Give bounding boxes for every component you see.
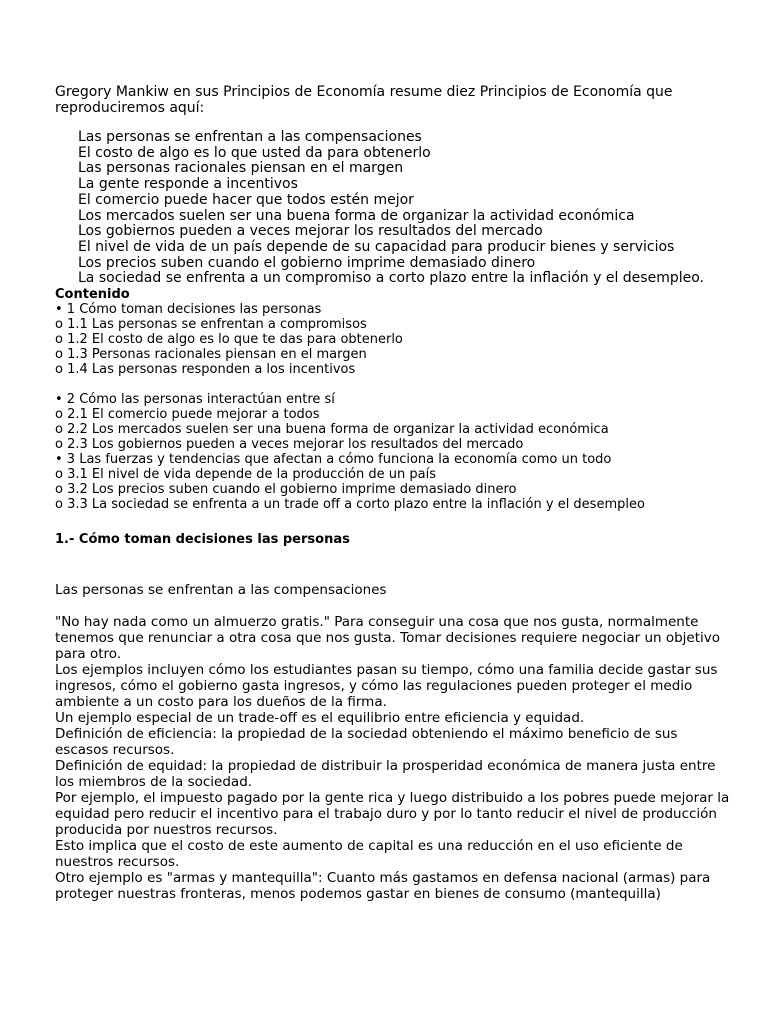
body-paragraph: Los ejemplos incluyen cómo los estudiantes pasan su tiempo, cómo una familia decide gastar sus ingresos, cómo el gobierno gasta ingresos, y cómo las regulaciones pueden proteger el medio ambiente a un costo para los dueños de la firma.: [55, 662, 718, 711]
principle-item: Los precios suben cuando el gobierno imprime demasiado dinero: [78, 254, 536, 271]
toc-item[interactable]: o 2.2 Los mercados suelen ser una buena forma de organizar la actividad económica: [55, 422, 609, 438]
toc-item[interactable]: o 1.3 Personas racionales piensan en el margen: [55, 347, 367, 363]
principle-item: La gente responde a incentivos: [78, 176, 298, 193]
subsection-heading: Las personas se enfrentan a las compensaciones: [55, 582, 387, 599]
toc-item[interactable]: • 3 Las fuerzas y tendencias que afectan a cómo funciona la economía como un todo: [55, 452, 612, 468]
body-paragraph: Esto implica que el costo de este aumento de capital es una reducción en el uso eficiente de nuestros recursos.: [55, 838, 683, 871]
toc-item[interactable]: o 3.2 Los precios suben cuando el gobierno imprime demasiado dinero: [55, 482, 517, 498]
principle-item: Los gobiernos pueden a veces mejorar los resultados del mercado: [78, 223, 543, 240]
principle-item: El nivel de vida de un país depende de su capacidad para producir bienes y servicios: [78, 238, 675, 255]
body-paragraph: Un ejemplo especial de un trade-off es el equilibrio entre eficiencia y equidad.: [55, 710, 585, 727]
contents-heading: Contenido: [55, 287, 130, 303]
body-paragraph: "No hay nada como un almuerzo gratis." Para conseguir una cosa que nos gusta, normalmente tenemos que renunciar a otra cosa que nos gusta. Tomar decisiones requiere negociar un objetivo para otro.: [55, 614, 721, 663]
body-paragraph: Definición de equidad: la propiedad de distribuir la prosperidad económica de manera justa entre los miembros de la sociedad.: [55, 758, 716, 791]
toc-item[interactable]: o 2.3 Los gobiernos pueden a veces mejorar los resultados del mercado: [55, 437, 524, 453]
toc-spacer: [55, 377, 735, 392]
principle-item: El comercio puede hacer que todos estén mejor: [78, 191, 414, 208]
toc-item[interactable]: • 2 Cómo las personas interactúan entre sí: [55, 392, 335, 408]
body-paragraph: Definición de eficiencia: la propiedad de la sociedad obteniendo el máximo beneficio de sus escasos recursos.: [55, 726, 678, 759]
intro-paragraph: Gregory Mankiw en sus Principios de Economía resume diez Principios de Economía que reproduciremos aquí:: [55, 84, 673, 116]
principle-item: Las personas se enfrentan a las compensaciones: [78, 129, 422, 145]
section-heading: 1.- Cómo toman decisiones las personas: [55, 532, 350, 548]
principles-list: [55, 130, 735, 287]
toc-item[interactable]: o 1.2 El costo de algo es lo que te das para obtenerlo: [55, 332, 403, 348]
toc-item[interactable]: o 1.1 Las personas se enfrentan a compromisos: [55, 317, 367, 333]
toc-item[interactable]: o 2.1 El comercio puede mejorar a todos: [55, 407, 320, 423]
principle-item: Los mercados suelen ser una buena forma de organizar la actividad económica: [78, 207, 635, 224]
document-page: [55, 84, 735, 902]
body-paragraph: Por ejemplo, el impuesto pagado por la gente rica y luego distribuido a los pobres puede mejorar la equidad pero reducir el incentivo para el trabajo duro y por lo tanto reducir el nivel de producción producida por nuestros recursos.: [55, 790, 730, 839]
principle-item: Las personas racionales piensan en el margen: [78, 160, 404, 177]
toc-item[interactable]: o 3.1 El nivel de vida depende de la producción de un país: [55, 467, 436, 483]
body-text: [55, 614, 735, 902]
principle-item: El costo de algo es lo que usted da para obtenerlo: [78, 144, 431, 161]
toc-item[interactable]: o 3.3 La sociedad se enfrenta a un trade off a corto plazo entre la inflación y el desempleo: [55, 497, 645, 513]
table-of-contents: [55, 302, 735, 512]
principle-item: La sociedad se enfrenta a un compromiso a corto plazo entre la inflación y el desempleo.: [78, 270, 704, 287]
toc-item[interactable]: • 1 Cómo toman decisiones las personas: [55, 302, 322, 318]
toc-item[interactable]: o 1.4 Las personas responden a los incentivos: [55, 362, 356, 378]
body-paragraph: Otro ejemplo es "armas y mantequilla": Cuanto más gastamos en defensa nacional (armas) para proteger nuestras fronteras, menos podemos gastar en bienes de consumo (mantequilla): [55, 870, 711, 903]
